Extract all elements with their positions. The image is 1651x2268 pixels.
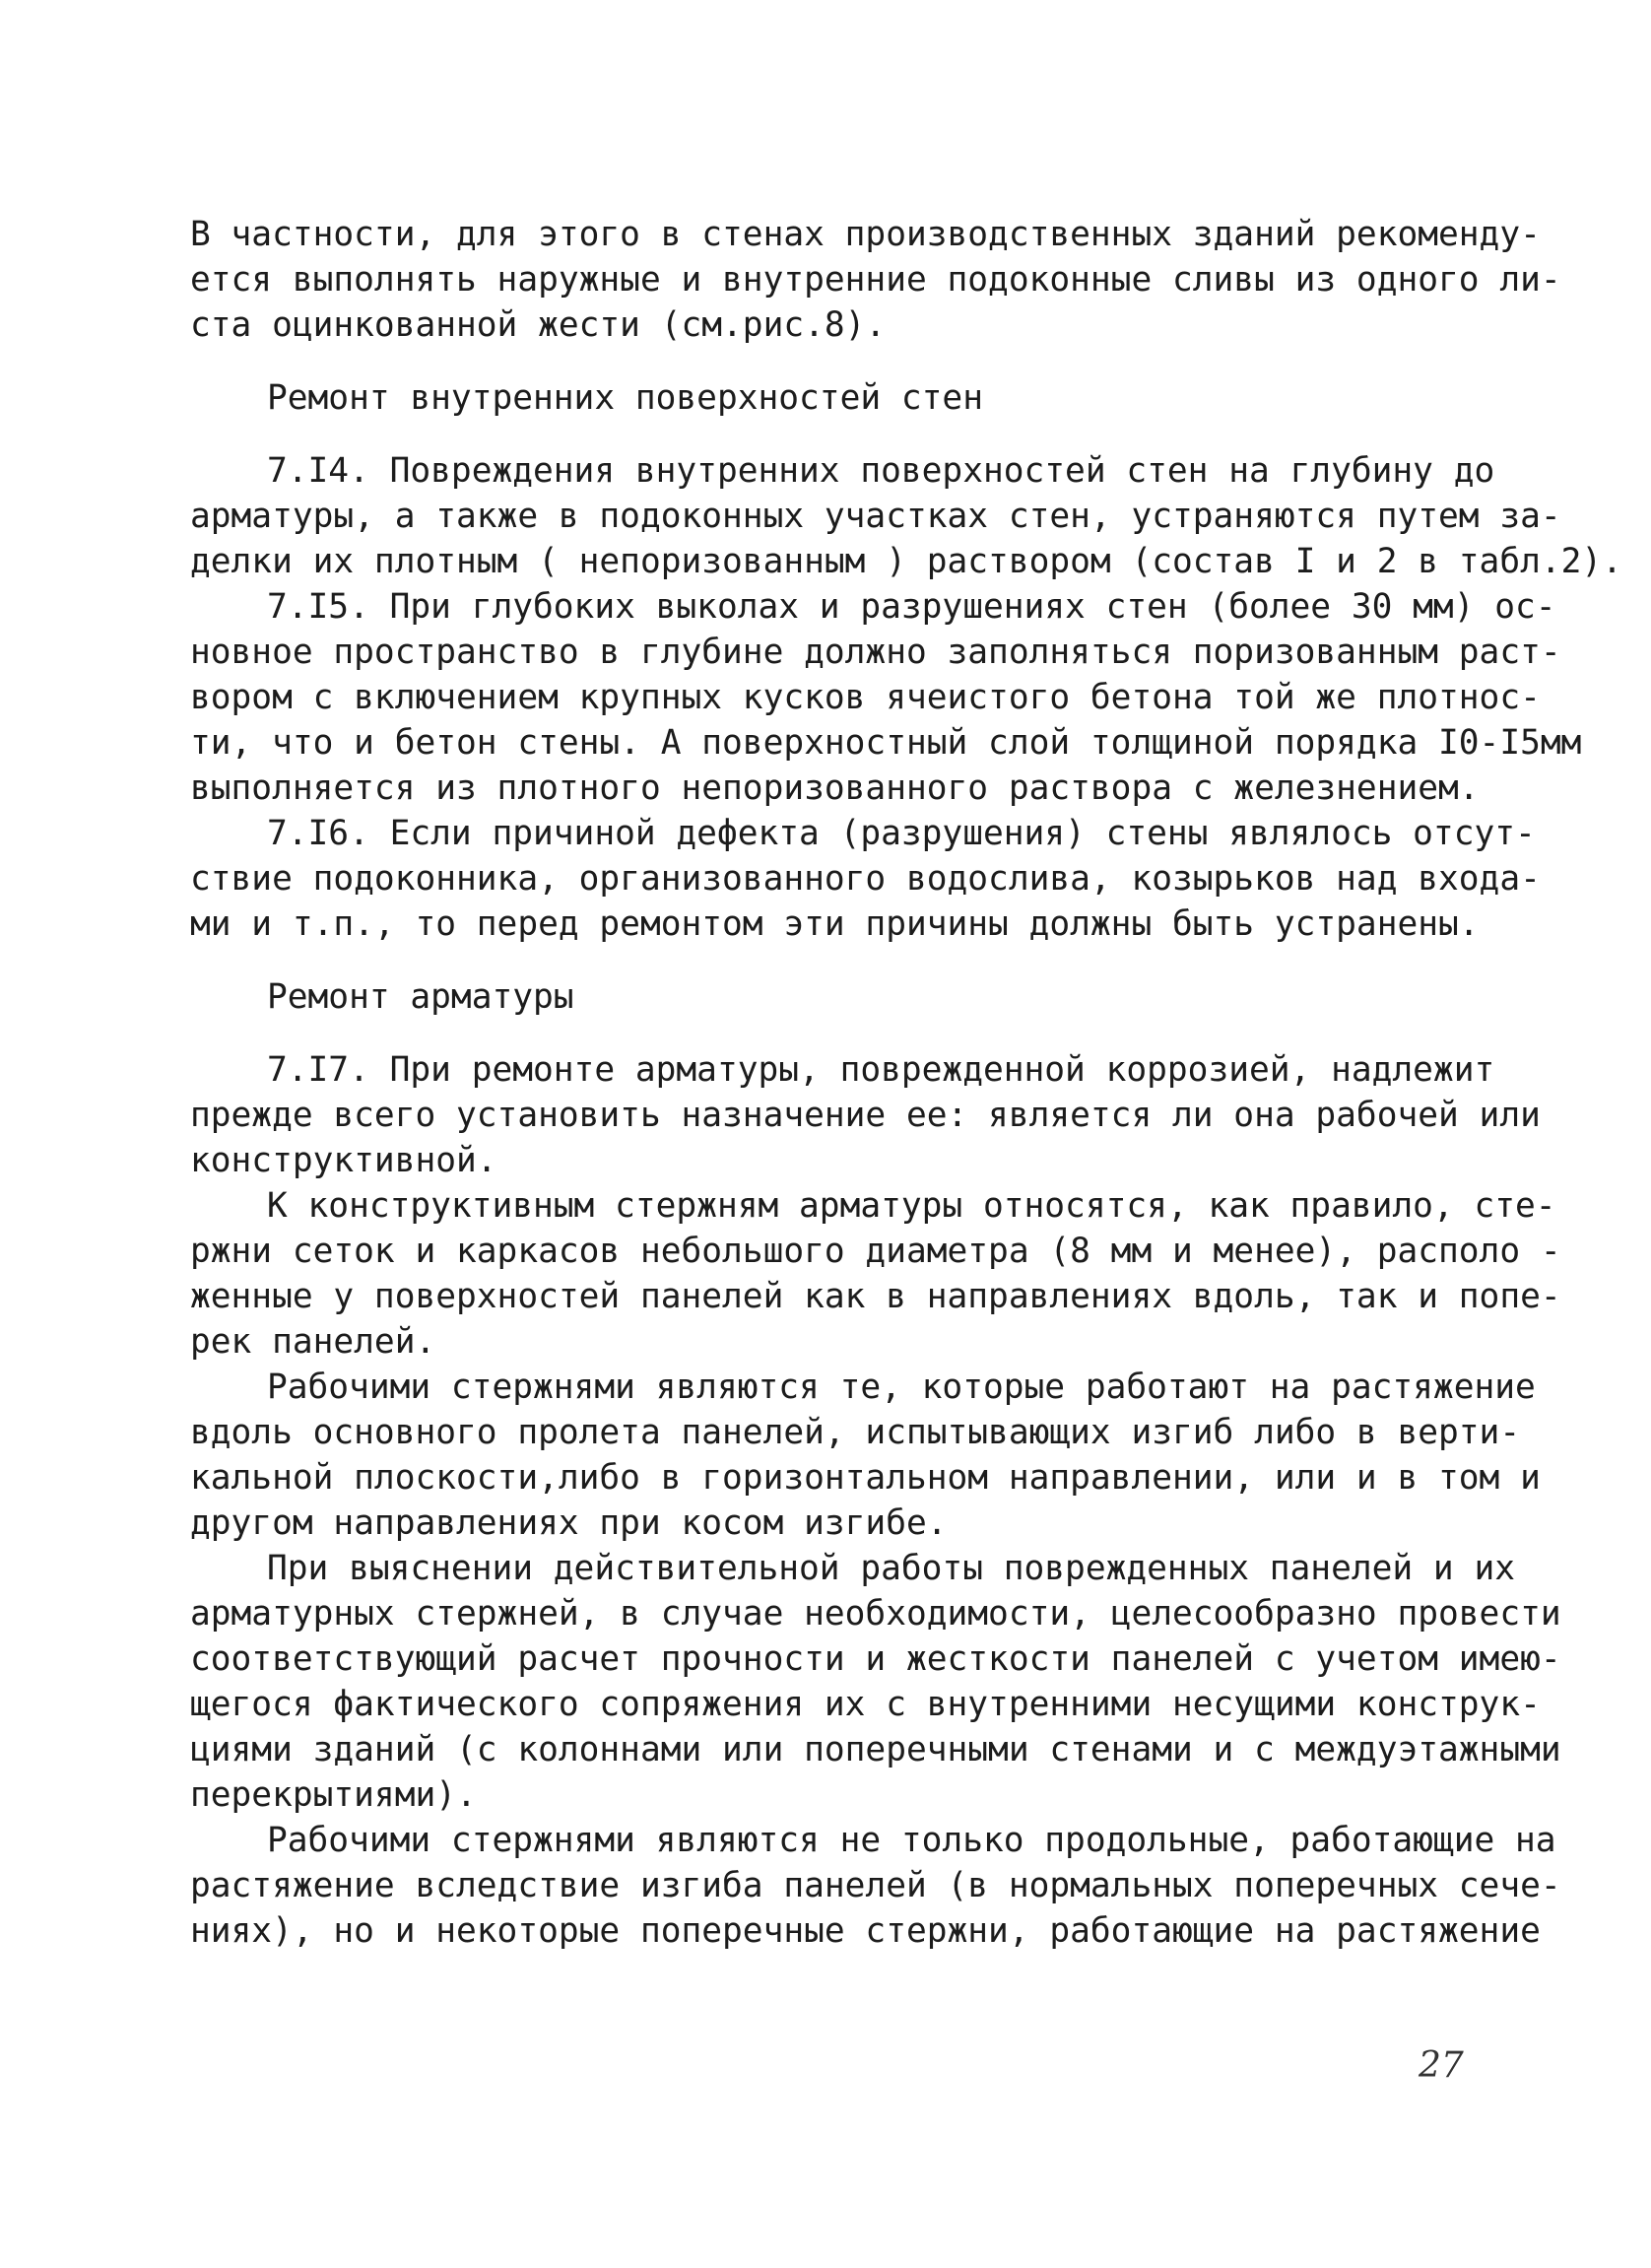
paragraph-intro [190,212,1561,348]
text-line: рек панелей. [190,1322,436,1362]
text-line: Рабочими стержнями являются не только продольные, работающие на [267,1821,1556,1860]
document-page [190,212,1622,1954]
text-line: 7.I6. Если причиной дефекта (разрушения) стены являлось отсут- [267,814,1536,853]
text-line: растяжение вследствие изгиба панелей (в нормальных поперечных сече- [190,1866,1561,1905]
text-line: соответствующий расчет прочности и жесткости панелей с учетом имею- [190,1639,1561,1679]
text-line: ется выполнять наружные и внутренние подоконные сливы из одного ли- [190,260,1561,300]
text-line: кальной плоскости,либо в горизонтальном направлении, или и в том и [190,1458,1541,1498]
text-line: перекрытиями). [190,1775,477,1815]
text-line: прежде всего установить назначение ее: является ли она рабочей или [190,1096,1541,1135]
text-line: ниях), но и некоторые поперечные стержни, работающие на растяжение [190,1911,1541,1951]
paragraph-7-15 [190,584,1582,811]
text-line: ти, что и бетон стены. А поверхностный слой толщиной порядка I0-I5мм [190,723,1582,763]
text-line: ржни сеток и каркасов небольшого диаметра (8 мм и менее), располо - [190,1232,1561,1271]
text-line: другом направлениях при косом изгибе. [190,1503,948,1543]
paragraph-working [190,1365,1541,1546]
paragraph-clarify [190,1546,1561,1818]
text-line: 7.I5. При глубоких выколах и разрушениях стен (более 30 мм) ос- [267,587,1556,627]
text-line: 7.I7. При ремонте арматуры, поврежденной коррозией, надлежит [267,1050,1495,1090]
text-line: выполняется из плотного непоризованного раствора с железнением. [190,768,1480,808]
paragraph-7-16 [190,811,1541,947]
section-heading-armature: Ремонт арматуры [267,977,574,1017]
text-line: При выяснении действительной работы поврежденных панелей и их [267,1549,1516,1588]
text-line: ста оцинкованной жести (см.рис.8). [190,305,887,345]
paragraph-7-14 [190,448,1622,584]
text-line: Рабочими стержнями являются те, которые работают на растяжение [267,1367,1536,1407]
text-line: конструктивной. [190,1141,497,1180]
page-number: 27 [1419,2045,1464,2086]
text-line: вором с включением крупных кусков ячеистого бетона той же плотнос- [190,678,1541,717]
text-line: арматурных стержней, в случае необходимости, целесообразно провести [190,1594,1561,1634]
paragraph-constructive [190,1183,1561,1365]
paragraph-working-2 [190,1818,1561,1954]
text-line: делки их плотным ( непоризованным ) раствором (состав I и 2 в табл.2). [190,542,1622,581]
paragraph-7-17 [190,1047,1541,1183]
text-line: К конструктивным стержням арматуры относятся, как правило, сте- [267,1186,1556,1226]
text-line: вдоль основного пролета панелей, испытывающих изгиб либо в верти- [190,1413,1521,1452]
section-heading-walls: Ремонт внутренних поверхностей стен [267,378,983,418]
text-line: щегося фактического сопряжения их с внутренними несущими конструк- [190,1685,1541,1724]
text-line: арматуры, а также в подоконных участках стен, устраняются путем за- [190,497,1561,536]
text-line: ствие подоконника, организованного водослива, козырьков над входа- [190,859,1541,899]
text-line: ми и т.п., то перед ремонтом эти причины должны быть устранены. [190,904,1480,944]
text-line: женные у поверхностей панелей как в направлениях вдоль, так и попе- [190,1277,1561,1316]
text-line: В частности, для этого в стенах производственных зданий рекоменду- [190,215,1541,254]
text-line: циями зданий (с колоннами или поперечными стенами и с междуэтажными [190,1730,1561,1769]
text-line: новное пространство в глубине должно заполняться поризованным раст- [190,633,1561,672]
text-line: 7.I4. Повреждения внутренних поверхностей стен на глубину до [267,451,1495,491]
